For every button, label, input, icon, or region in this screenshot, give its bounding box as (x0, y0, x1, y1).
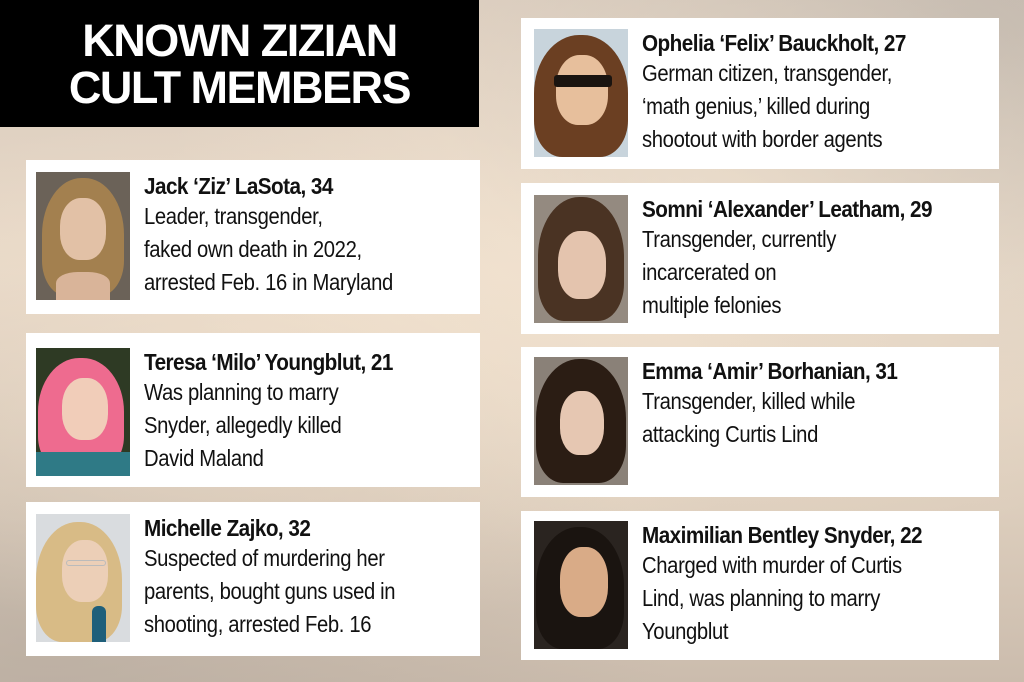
member-photo (36, 514, 130, 642)
member-card-zajko (26, 502, 480, 656)
member-description-line: multiple felonies (642, 292, 782, 318)
member-name: Ophelia ‘Felix’ Bauckholt, 27 (642, 30, 906, 56)
member-description-line: shootout with border agents (642, 126, 883, 152)
member-description-line: Snyder, allegedly killed (144, 412, 342, 438)
member-card-borhanian (521, 347, 999, 497)
member-name: Maximilian Bentley Snyder, 22 (642, 522, 923, 548)
member-card-lasota (26, 160, 480, 314)
member-description-line: Transgender, currently (642, 226, 837, 252)
member-photo (534, 521, 628, 649)
member-name: Michelle Zajko, 32 (144, 515, 311, 541)
member-description-line: attacking Curtis Lind (642, 421, 818, 447)
member-name: Jack ‘Ziz’ LaSota, 34 (144, 173, 333, 199)
member-description-line: German citizen, transgender, (642, 60, 893, 86)
member-card-bauckholt (521, 18, 999, 169)
headline-banner (0, 0, 479, 127)
member-description-line: Lind, was planning to marry (642, 585, 881, 611)
member-name: Teresa ‘Milo’ Youngblut, 21 (144, 349, 393, 375)
member-description-line: Transgender, killed while (642, 388, 856, 414)
headline-line-2: CULT MEMBERS (68, 61, 411, 113)
member-description-line: David Maland (144, 445, 264, 471)
member-description-line: arrested Feb. 16 in Maryland (144, 269, 393, 295)
member-card-leatham (521, 183, 999, 334)
member-photo (534, 195, 628, 323)
member-description-line: Leader, transgender, (144, 203, 323, 229)
member-description-line: Suspected of murdering her (144, 545, 385, 571)
headline-line-1: KNOWN ZIZIAN (82, 14, 397, 66)
member-description-line: incarcerated on (642, 259, 777, 285)
member-name: Somni ‘Alexander’ Leatham, 29 (642, 196, 932, 222)
member-description-line: faked own death in 2022, (144, 236, 362, 262)
member-description-line: parents, bought guns used in (144, 578, 396, 604)
member-photo (36, 348, 130, 476)
member-description-line: Charged with murder of Curtis (642, 552, 902, 578)
member-description-line: shooting, arrested Feb. 16 (144, 611, 372, 637)
member-description-line: Youngblut (642, 618, 729, 644)
member-description-line: Was planning to marry (144, 379, 339, 405)
member-card-snyder (521, 511, 999, 660)
member-description-line: ‘math genius,’ killed during (642, 93, 870, 119)
member-photo (36, 172, 130, 300)
member-name: Emma ‘Amir’ Borhanian, 31 (642, 358, 898, 384)
member-photo (534, 357, 628, 485)
member-photo (534, 29, 628, 157)
member-card-youngblut (26, 333, 480, 487)
